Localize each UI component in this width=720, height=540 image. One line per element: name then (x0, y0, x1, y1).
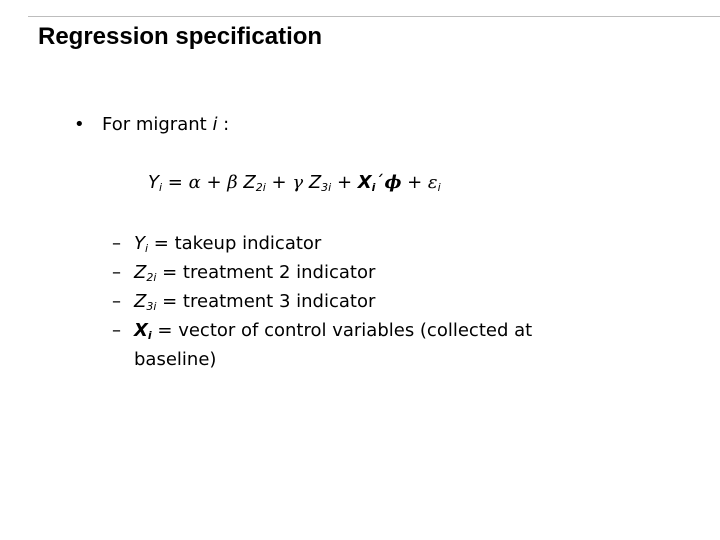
eq-phi: ϕ (384, 172, 402, 193)
bullet-suffix: : (217, 114, 230, 135)
def-var-sub: 2i (146, 271, 157, 284)
eq-plus-1: + (200, 172, 228, 193)
bullet-var: i (212, 114, 218, 135)
def-var-sub: i (145, 242, 149, 255)
eq-plus-3: + (331, 172, 358, 193)
eq-alpha: α (188, 172, 201, 193)
def-var: X (134, 320, 148, 341)
eq-beta: β (227, 172, 238, 193)
bullet-marker: • (74, 114, 85, 135)
def-text: = vector of control variables (collected at baseline) (134, 320, 533, 370)
eq-plus-2: + (265, 172, 293, 193)
eq-plus-4: + (401, 172, 428, 193)
dash-marker: – (112, 233, 121, 254)
eq-z3-sub: 3i (321, 181, 332, 194)
definition-item-y (112, 229, 602, 258)
eq-z2: Z (237, 172, 256, 193)
bullet-prefix: For migrant (102, 114, 213, 135)
def-var: Y (134, 233, 145, 254)
def-text: = takeup indicator (148, 233, 322, 254)
def-text: = treatment 3 indicator (156, 291, 376, 312)
eq-z3: Z (303, 172, 322, 193)
def-var: Z (134, 262, 147, 283)
definition-item-z2 (112, 258, 602, 287)
eq-lhs: Y (148, 172, 159, 193)
dash-marker: – (112, 291, 121, 312)
eq-z2-sub: 2i (255, 181, 266, 194)
eq-lhs-sub: i (159, 181, 163, 194)
def-text: = treatment 2 indicator (156, 262, 376, 283)
eq-x-sub: i (371, 181, 376, 194)
bullet-line (74, 113, 229, 137)
def-var-sub: i (147, 329, 152, 342)
eq-equals: = (162, 172, 189, 193)
regression-equation (148, 171, 441, 195)
eq-epsilon: ε (427, 172, 438, 193)
top-rule (28, 16, 720, 17)
dash-marker: – (112, 320, 121, 341)
definition-item-z3 (112, 287, 602, 316)
eq-epsilon-sub: i (437, 181, 441, 194)
eq-gamma: γ (292, 172, 304, 193)
definitions-list (112, 229, 602, 374)
definition-item-x (112, 316, 602, 374)
dash-marker: – (112, 262, 121, 283)
eq-x: X (357, 172, 372, 193)
slide-title: Regression specification (38, 23, 323, 50)
eq-prime: ´ (375, 172, 385, 193)
def-var-sub: 3i (146, 300, 157, 313)
def-var: Z (134, 291, 147, 312)
